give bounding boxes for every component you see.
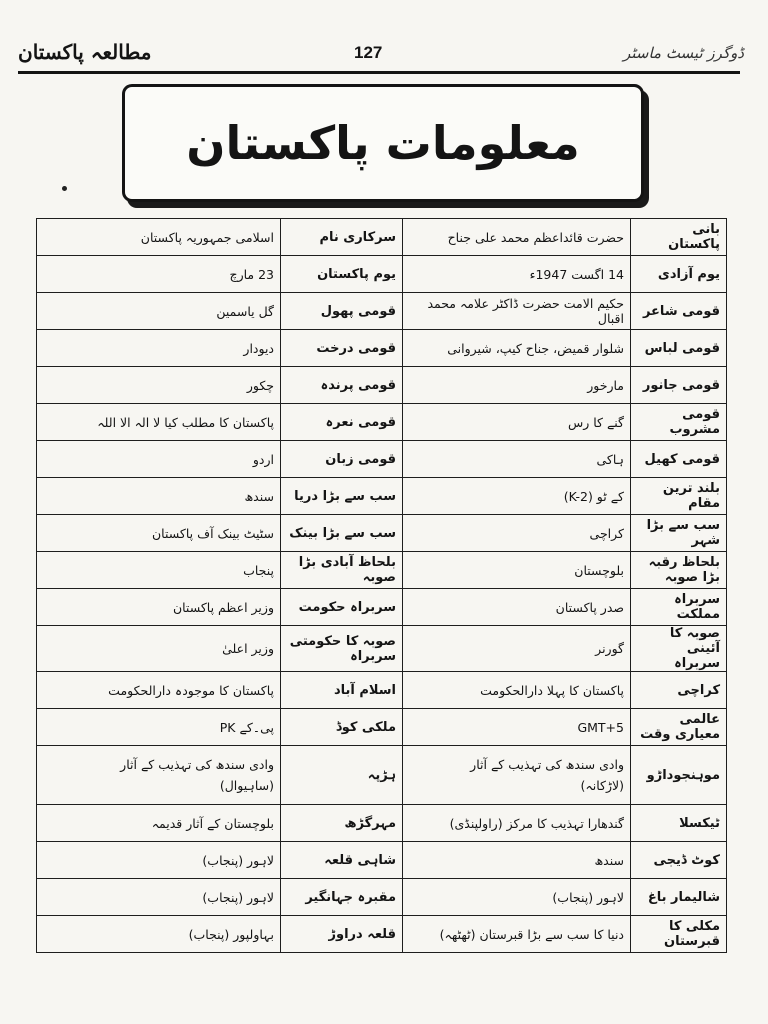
row-value: [403, 552, 631, 589]
row-value-text: پاکستان کا موجودہ دارالحکومت: [108, 682, 274, 698]
row-value: [37, 478, 281, 515]
row-label: [631, 626, 727, 672]
row-value-text: 23 مارچ: [229, 266, 274, 282]
row-value: [37, 709, 281, 746]
row-label-text: قلعہ دراوڑ: [328, 926, 396, 942]
row-value-text: دنیا کا سب سے بڑا قبرستان (ٹھٹھہ): [439, 926, 624, 942]
row-label: [281, 293, 403, 330]
row-label: [631, 367, 727, 404]
row-value-text: سٹیٹ بینک آف پاکستان: [151, 525, 274, 541]
row-label-text: سربراہ حکومت: [298, 599, 396, 615]
table-row: [37, 256, 727, 293]
row-label: [631, 805, 727, 842]
row-value-text: پنجاب: [243, 562, 274, 578]
row-label-text: عالمی معیاری وقت: [640, 712, 720, 742]
table-row: [37, 552, 727, 589]
row-label: [631, 330, 727, 367]
row-label: [631, 293, 727, 330]
row-value: [403, 515, 631, 552]
row-label-text: سب سے بڑا دریا: [294, 488, 396, 504]
row-value: [403, 672, 631, 709]
row-value: [37, 293, 281, 330]
row-label: [281, 367, 403, 404]
row-label: [631, 589, 727, 626]
row-value-text: پاکستان کا مطلب کیا لا الہ الا اللہ: [97, 414, 274, 430]
row-value: [403, 478, 631, 515]
table-row: [37, 746, 727, 805]
page-header: [0, 0, 768, 75]
row-label: [281, 916, 403, 953]
row-value-text: بہاولپور (پنجاب): [188, 926, 274, 942]
row-label-text: قومی نعرہ: [325, 414, 396, 430]
table-row: [37, 219, 727, 256]
facts-table: [36, 218, 727, 953]
row-label-text: قومی لباس: [644, 340, 720, 356]
row-value-text: اردو: [252, 451, 274, 467]
row-value: [37, 552, 281, 589]
row-label-text: مہرگڑھ: [344, 815, 396, 831]
row-label-text: قومی جانور: [642, 377, 720, 393]
row-label-text: صوبہ کا حکومتی سربراہ: [289, 633, 396, 664]
row-value-text: مارخور: [587, 377, 624, 393]
row-value: [37, 842, 281, 879]
row-value: [403, 842, 631, 879]
row-value: [403, 916, 631, 953]
page-number: 127: [354, 43, 383, 62]
row-value-subtext: (لاڑکانہ): [580, 778, 624, 793]
row-value-text: وادی سندھ کی تہذیب کے آثار: [470, 757, 624, 772]
row-label: [281, 330, 403, 367]
row-label: [281, 746, 403, 805]
row-label-text: ٹیکسلا: [679, 815, 720, 831]
row-label: [281, 441, 403, 478]
row-label: [631, 916, 727, 953]
row-label-text: سربراہ مملکت: [674, 592, 720, 622]
row-value: [37, 256, 281, 293]
row-label-text: مکلی کا قبرستان: [664, 919, 720, 949]
row-value: [37, 672, 281, 709]
table-row: [37, 515, 727, 552]
row-label-text: قومی کھیل: [644, 451, 720, 467]
row-value: [403, 746, 631, 805]
table-row: [37, 367, 727, 404]
row-value-text: سندھ: [594, 852, 624, 868]
row-value-text: حضرت قائداعظم محمد علی جناح: [447, 229, 624, 245]
row-label: [631, 672, 727, 709]
row-value-text: پی۔کے PK: [219, 719, 274, 735]
table-row: [37, 589, 727, 626]
row-label-text: بلحاظ رقبہ بڑا صوبہ: [648, 555, 720, 585]
page-title: معلومات پاکستان: [186, 116, 580, 170]
row-label-text: سب سے بڑا شہر: [646, 518, 720, 548]
row-label-text: قومی شاعر: [642, 303, 720, 319]
row-value-text: گنے کا رس: [567, 414, 624, 430]
row-value-text: GMT+5: [577, 719, 624, 735]
table-row: [37, 672, 727, 709]
row-label-text: قومی مشروب: [669, 407, 720, 437]
row-value-text: پاکستان کا پہلا دارالحکومت: [480, 682, 624, 698]
row-value: [37, 367, 281, 404]
table-row: [37, 330, 727, 367]
row-label-text: صوبہ کا آئینی سربراہ: [669, 626, 720, 671]
row-value: [37, 805, 281, 842]
table-row: [37, 441, 727, 478]
row-label-text: سرکاری نام: [319, 229, 396, 245]
row-label: [631, 478, 727, 515]
row-value-text: صدر پاکستان: [555, 599, 624, 615]
row-value-text: حکیم الامت حضرت ڈاکٹر علامہ محمد اقبال: [427, 296, 624, 326]
row-value: [37, 404, 281, 441]
row-value: [37, 441, 281, 478]
row-label: [281, 589, 403, 626]
row-value-text: دیودار: [243, 340, 274, 356]
row-label-text: موہنجوداڑو: [646, 767, 720, 783]
row-value: [403, 219, 631, 256]
row-value: [37, 879, 281, 916]
row-value-text: ہاکی: [596, 451, 624, 467]
row-label: [631, 515, 727, 552]
row-value-text: کے ٹو (K-2): [563, 488, 624, 504]
row-label-text: اسلام آباد: [333, 682, 396, 698]
title-box: [122, 84, 644, 202]
row-value: [37, 916, 281, 953]
row-label: [281, 709, 403, 746]
row-value: [403, 709, 631, 746]
row-label-text: سب سے بڑا بینک: [289, 525, 396, 541]
row-value: [37, 330, 281, 367]
table-row: [37, 842, 727, 879]
row-label: [281, 219, 403, 256]
row-label-text: کوٹ ڈیجی: [653, 852, 720, 868]
row-value-text: بلوچستان کے آثار قدیمہ: [151, 815, 274, 831]
table-row: [37, 879, 727, 916]
row-value-text: سندھ: [244, 488, 274, 504]
row-label: [631, 219, 727, 256]
row-value-text: لاہور (پنجاب): [202, 889, 274, 905]
row-label: [631, 256, 727, 293]
row-label: [281, 626, 403, 672]
row-value: [37, 589, 281, 626]
row-label: [281, 552, 403, 589]
row-label-text: قومی پھول: [320, 303, 396, 319]
row-value-text: گندھارا تہذیب کا مرکز (راولپنڈی): [449, 815, 624, 831]
row-label-text: قومی زبان: [325, 451, 396, 467]
book-title: مطالعہ پاکستان: [18, 40, 152, 64]
table-row: [37, 404, 727, 441]
row-label: [631, 441, 727, 478]
row-label-text: یوم آزادی: [657, 266, 720, 282]
row-label: [281, 672, 403, 709]
row-value-subtext: (ساہیوال): [219, 778, 274, 793]
row-value: [403, 330, 631, 367]
table-row: [37, 293, 727, 330]
row-label: [281, 515, 403, 552]
row-label-text: بانی پاکستان: [668, 222, 720, 252]
row-value-text: گورنر: [595, 641, 624, 656]
row-label-text: بلحاظ آبادی بڑا صوبہ: [298, 555, 396, 585]
row-label-text: یوم پاکستان: [317, 266, 396, 282]
row-value-text: وادی سندھ کی تہذیب کے آثار: [120, 757, 274, 772]
row-value-text: کراچی: [589, 525, 624, 541]
row-value-text: چکور: [246, 377, 274, 393]
row-value: [403, 256, 631, 293]
row-value-text: لاہور (پنجاب): [552, 889, 624, 905]
row-value: [403, 441, 631, 478]
row-label-text: قومی پرندہ: [320, 377, 396, 393]
facts-table-body: [37, 219, 727, 953]
row-value: [37, 626, 281, 672]
row-value-text: 14 اگست 1947ء: [529, 266, 624, 282]
row-label: [281, 842, 403, 879]
row-label: [631, 746, 727, 805]
row-value-text: بلوچستان: [574, 562, 624, 578]
row-value: [37, 515, 281, 552]
row-value-text: شلوار قمیض، جناح کیپ، شیروانی: [447, 340, 624, 356]
row-value: [403, 293, 631, 330]
row-label: [281, 404, 403, 441]
row-label: [631, 879, 727, 916]
row-label: [631, 552, 727, 589]
table-row: [37, 709, 727, 746]
row-label-text: مقبرہ جہانگیر: [305, 889, 396, 905]
row-label-text: کراچی: [677, 682, 720, 698]
row-label-text: شالیمار باغ: [647, 889, 720, 905]
row-value: [37, 746, 281, 805]
row-value-text: وزیر اعلیٰ: [222, 641, 274, 656]
row-label: [631, 842, 727, 879]
row-value: [37, 219, 281, 256]
row-value: [403, 805, 631, 842]
row-value: [403, 879, 631, 916]
row-value-text: اسلامی جمہوریہ پاکستان: [140, 229, 274, 245]
row-label-text: شاہی قلعہ: [324, 852, 396, 868]
row-label-text: قومی درخت: [316, 340, 396, 356]
row-label: [281, 256, 403, 293]
row-label: [281, 805, 403, 842]
row-value-text: وزیر اعظم پاکستان: [172, 599, 274, 615]
row-label: [631, 404, 727, 441]
table-row: [37, 478, 727, 515]
row-label: [281, 879, 403, 916]
row-value-text: گل یاسمین: [216, 303, 274, 319]
row-label: [281, 478, 403, 515]
row-label-text: ہڑپہ: [367, 767, 396, 783]
table-row: [37, 805, 727, 842]
row-value-text: لاہور (پنجاب): [202, 852, 274, 868]
row-label: [631, 709, 727, 746]
header-rule: [18, 71, 740, 74]
row-value: [403, 367, 631, 404]
ink-dot: [62, 186, 67, 191]
series-name: ڈوگرز ٹیسٹ ماسٹر: [623, 44, 744, 62]
table-row: [37, 626, 727, 672]
row-value: [403, 404, 631, 441]
row-value: [403, 589, 631, 626]
row-value: [403, 626, 631, 672]
table-row: [37, 916, 727, 953]
row-label-text: بلند ترین مقام: [662, 481, 720, 511]
row-label-text: ملکی کوڈ: [335, 719, 396, 735]
